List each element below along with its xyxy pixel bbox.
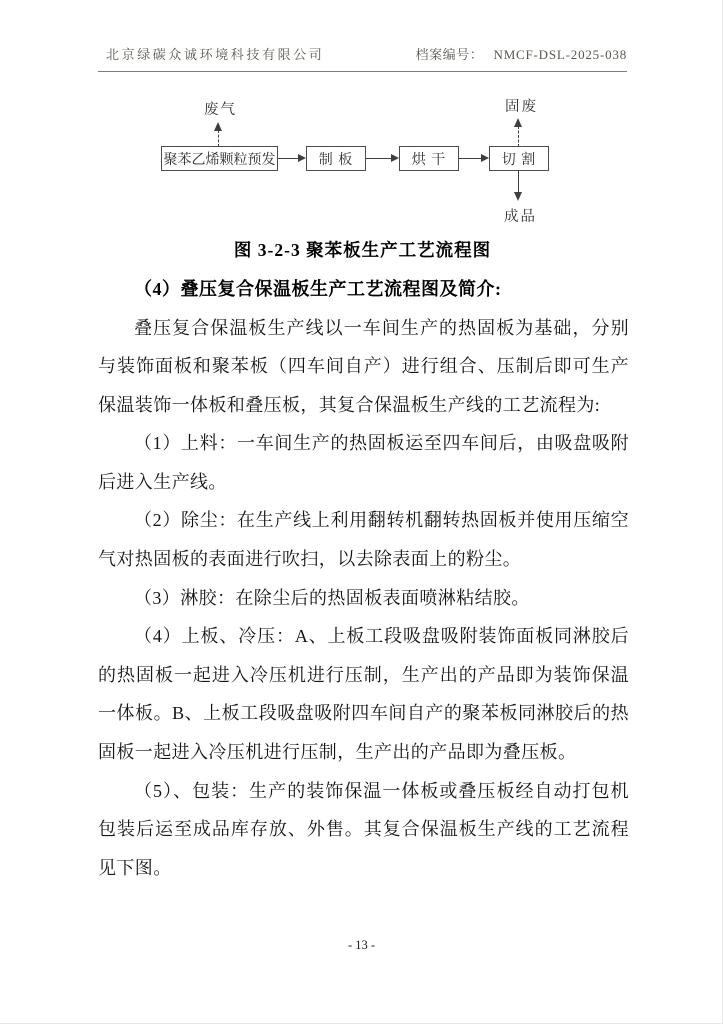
product-arrowhead-icon [514, 192, 522, 201]
body-text [98, 270, 629, 887]
page-number: - 13 - [347, 938, 376, 952]
paragraph-step5: （5）、包装：生产的装饰保温一体板或叠压板经自动打包机包装后运至成品库存放、外售。其复合保温板生产线的工艺流程见下图。 [98, 780, 629, 878]
connector-line-3 [459, 158, 482, 159]
product-line [518, 171, 519, 193]
connector-arrowhead-3-icon [481, 154, 489, 162]
flow-step-board-making: 制 板 [306, 146, 366, 171]
company-name: 北京绿碳众诚环境科技有限公司 [106, 47, 325, 62]
waste-gas-dashed-line [218, 130, 219, 147]
paragraph-step4: （4）上板、冷压：A、上板工段吸盘吸附装饰面板同淋胶后的热固板一起进入冷压机进行压制，生产出的产品即为装饰保温一体板。B、上板工段吸盘吸附四车间自产的聚苯板同淋胶后的热固板一起进入冷压机进行压制，生产出的产品即为叠压板。 [98, 626, 629, 763]
connector-line-2 [366, 158, 392, 159]
flow-step-drying: 烘 干 [399, 146, 459, 171]
section-heading: （4）叠压复合保温板生产工艺流程图及简介: [134, 279, 502, 299]
connector-arrowhead-2-icon [391, 154, 399, 162]
paragraph-step3: （3）淋胶：在除尘后的热固板表面喷淋粘结胶。 [134, 587, 530, 608]
solid-waste-label: 固废 [505, 99, 538, 115]
solid-waste-dashed-line [518, 126, 519, 147]
paragraph-step2: （2）除尘：在生产线上利用翻转机翻转热固板并使用压缩空气对热固板的表面进行吹扫，以去除表面上的粉尘。 [98, 510, 629, 570]
paragraph-intro: 叠压复合保温板生产线以一车间生产的热固板为基础，分别与装饰面板和聚苯板（四车间自产）进行组合、压制后即可生产保温装饰一体板和叠压板，其复合保温板生产线的工艺流程为: [98, 317, 629, 415]
connector-arrowhead-1-icon [298, 154, 306, 162]
waste-gas-label: 废气 [204, 102, 237, 118]
flow-step-prefoaming: 聚苯乙烯颗粒预发 [161, 146, 278, 171]
figure-caption: 图 3-2-3 聚苯板生产工艺流程图 [233, 240, 492, 260]
connector-line-1 [278, 158, 300, 159]
process-flowchart [0, 0, 723, 235]
archive-number: NMCF-DSL-2025-038 [493, 47, 627, 62]
paragraph-step1: （1）上料：一车间生产的热固板运至四车间后，由吸盘吸附后进入生产线。 [98, 433, 629, 492]
archive-label: 档案编号： [415, 47, 484, 62]
flow-step-cutting: 切 割 [489, 146, 549, 171]
product-label: 成品 [504, 209, 537, 225]
